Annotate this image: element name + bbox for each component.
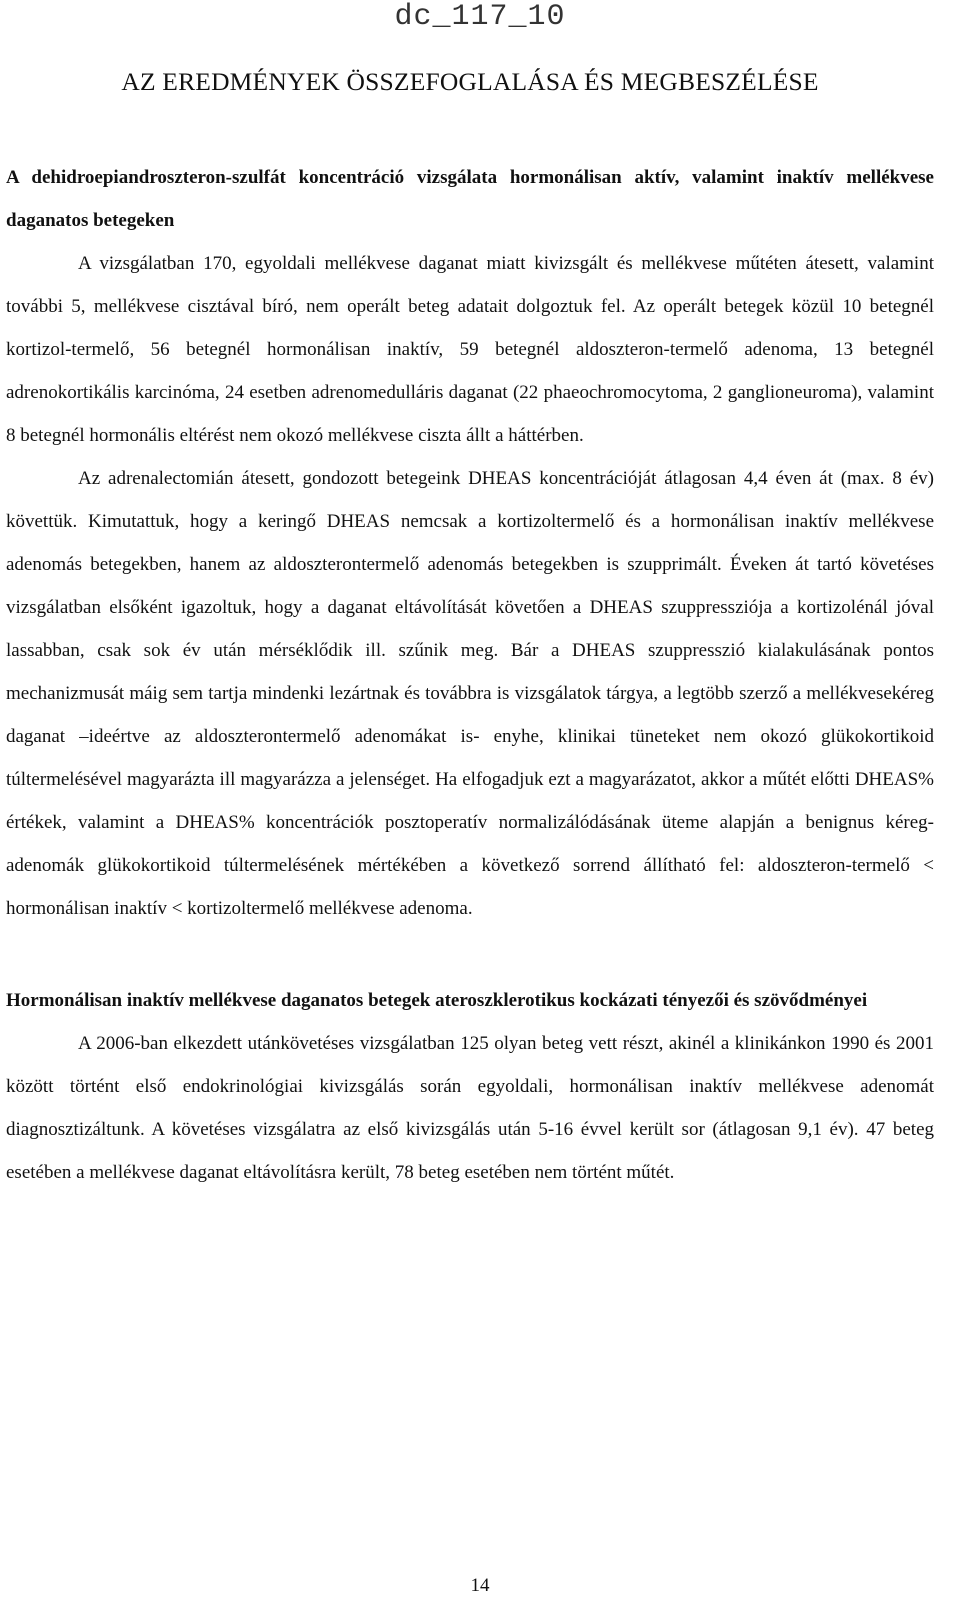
section-title-atherosclerosis: Hormonálisan inaktív mellékvese daganatos betegek ateroszklerotikus kockázati tényezői és szövődményei — [6, 990, 868, 1011]
document-code: dc_117_10 — [394, 0, 566, 34]
page-content — [6, 62, 934, 1194]
section-title-dheas: A dehidroepiandroszteron-szulfát koncentráció vizsgálata hormonálisan aktív, valamint inaktív mellékvese daganatos betegeken — [6, 167, 934, 231]
paragraph-followup-study: A 2006-ban elkezdett utánkövetéses vizsgálatban 125 olyan beteg vett részt, akinél a klinikánkon 1990 és 2001 között történt első endokrinológiai kivizsgálás során egyoldali, hormonálisan inaktív mellékvese adenomát diagnosztizáltunk. A követéses vizsgálatra az első kivizsgálás után 5-16 évvel került sor (átlagosan 9,1 év). 47 beteg esetében a mellékvese daganat eltávolításra került, 78 beteg esetében nem történt műtét. — [6, 1033, 934, 1183]
paragraph-study-population: A vizsgálatban 170, egyoldali mellékvese daganat miatt kivizsgált és mellékvese műtéten átesett, valamint további 5, mellékvese cisztával bíró, nem operált beteg adatait dolgoztuk fel. Az operált betegek közül 10 betegnél kortizol-termelő, 56 betegnél hormonálisan inaktív, 59 betegnél aldoszteron-termelő adenoma, 13 betegnél adrenokortikális karcinóma, 24 esetben adrenomedulláris daganat (22 phaeochromocytoma, 2 ganglioneuroma), valamint 8 betegnél hormonális eltérést nem okozó mellékvese ciszta állt a háttérben. — [6, 253, 934, 446]
main-title: AZ EREDMÉNYEK ÖSSZEFOGLALÁSA ÉS MEGBESZÉLÉSE — [121, 67, 819, 96]
paragraph-dheas-followup: Az adrenalectomián átesett, gondozott betegeink DHEAS koncentrációját átlagosan 4,4 éven át (max. 8 év) követtük. Kimutattuk, hogy a keringő DHEAS nemcsak a kortizoltermelő és a hormonálisan inaktív mellékvese adenomás betegekben, hanem az aldoszterontermelő adenomás betegekben is szupprimált. Éveken át tartó követéses vizsgálatban elsőként igazoltuk, hogy a daganat eltávolítását követően a DHEAS szuppressziója a kortizolénál jóval lassabban, csak sok év után mérséklődik ill. szűnik meg. Bár a DHEAS szuppresszió kialakulásának pontos mechanizmusát máig sem tartja mindenki lezártnak és továbbra is vizsgálatok tárgya, a legtöbb szerző a mellékvesekéreg daganat –ideértve az aldoszterontermelő adenomákat is- enyhe, klinikai tüneteket nem okozó glükokortikoid túltermelésével magyarázta ill magyarázza a jelenséget. Ha elfogadjuk ezt a magyarázatot, akkor a műtét előtti DHEAS% értékek, valamint a DHEAS% koncentrációk posztoperatív normalizálódásának üteme alapján a benignus kéreg-adenomák glükokortikoid túltermelésének mértékében a következő sorrend állítható fel: aldoszteron-termelő < hormonálisan inaktív < kortizoltermelő mellékvese adenoma. — [6, 468, 934, 919]
section-atherosclerosis — [6, 979, 934, 1194]
section-dheas — [6, 156, 934, 930]
page-number: 14 — [470, 1575, 490, 1596]
